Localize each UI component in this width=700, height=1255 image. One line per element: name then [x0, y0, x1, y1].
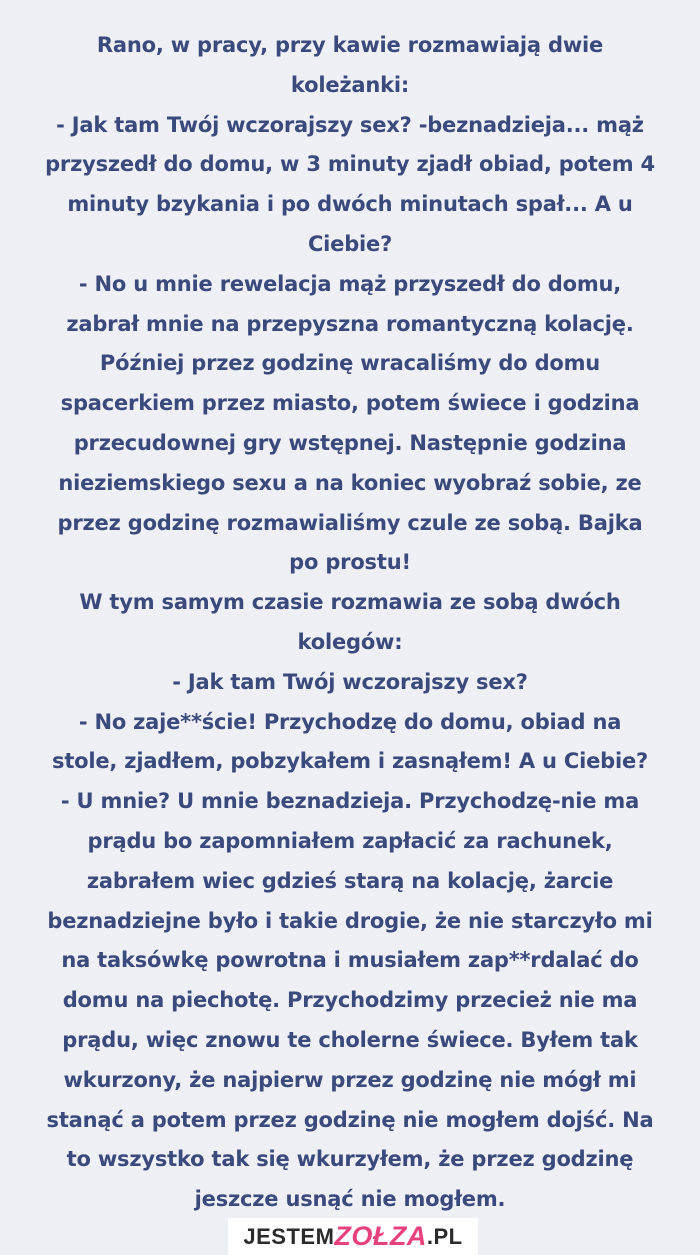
story-line: beznadziejne było i takie drogie, że nie starczyło mi [47, 908, 653, 933]
story-line: zabrałem wiec gdzieś starą na kolację, żarcie [86, 868, 614, 893]
story-line: prądu, więc znowu te cholerne świece. Byłem tak [62, 1027, 638, 1052]
story-line: po prostu! [289, 550, 411, 575]
watermark-pl: .PL [426, 1223, 463, 1249]
story-line: jeszcze usnąć nie mogłem. [194, 1187, 506, 1212]
story-line: to wszystko tak się wkurzyłem, że przez godzinę [66, 1147, 634, 1172]
story-line: Później przez godzinę wracaliśmy do domu [99, 351, 601, 376]
story-line: przyszedł do domu, w 3 minuty zjadł obiad, potem 4 [45, 152, 655, 177]
story-line: przez godzinę rozmawialiśmy czule ze sobą. Bajka [57, 510, 643, 535]
story-line: - No zaje**ście! Przychodzę do domu, obiad na [78, 709, 622, 734]
story-line: minuty bzykania i po dwóch minutach spał... A u [67, 192, 633, 217]
story-line: - No u mnie rewelacja mąż przyszedł do domu, [78, 271, 622, 296]
story-line: przecudownej gry wstępnej. Następnie godzina [73, 430, 627, 455]
story-line: - Jak tam Twój wczorajszy sex? [172, 669, 528, 694]
story-line: Ciebie? [307, 231, 393, 256]
story-line: nieziemskiego sexu a na koniec wyobraź sobie, ze [58, 470, 642, 495]
story-line: zabrał mnie na przepyszna romantyczną kolację. [66, 311, 634, 336]
story-line: kolegów: [297, 629, 403, 654]
story-line: wkurzony, że najpierw przez godzinę nie mógł mi [63, 1067, 637, 1092]
story-line: - U mnie? U mnie beznadzieja. Przychodzę-nie ma [60, 789, 640, 814]
story-line: stanąć a potem przez godzinę nie mogłem dojść. Na [46, 1107, 654, 1132]
story-line: - Jak tam Twój wczorajszy sex? -beznadzieja... mąż [56, 112, 644, 137]
story-line: stole, zjadłem, pobzykałem i zasnąłem! A u Ciebie? [52, 749, 648, 774]
story-text [14, 26, 686, 1220]
story-line: domu na piechotę. Przychodzimy przecież nie ma [62, 988, 638, 1013]
story-line: prądu bo zapomniałem zapłacić za rachunek, [87, 828, 613, 853]
story-line: Rano, w pracy, przy kawie rozmawiają dwie [96, 33, 604, 57]
watermark-zolza: ZOŁZA [334, 1221, 427, 1251]
site-watermark [228, 1218, 478, 1255]
story-line: spacerkiem przez miasto, potem świece i godzina [60, 391, 640, 416]
story-line: W tym samym czasie rozmawia ze sobą dwóch [79, 590, 621, 615]
story-line: na taksówkę powrotna i musiałem zap**rdalać do [61, 948, 639, 973]
watermark-jestem: JESTEM [243, 1223, 335, 1249]
story-line: koleżanki: [290, 72, 410, 97]
